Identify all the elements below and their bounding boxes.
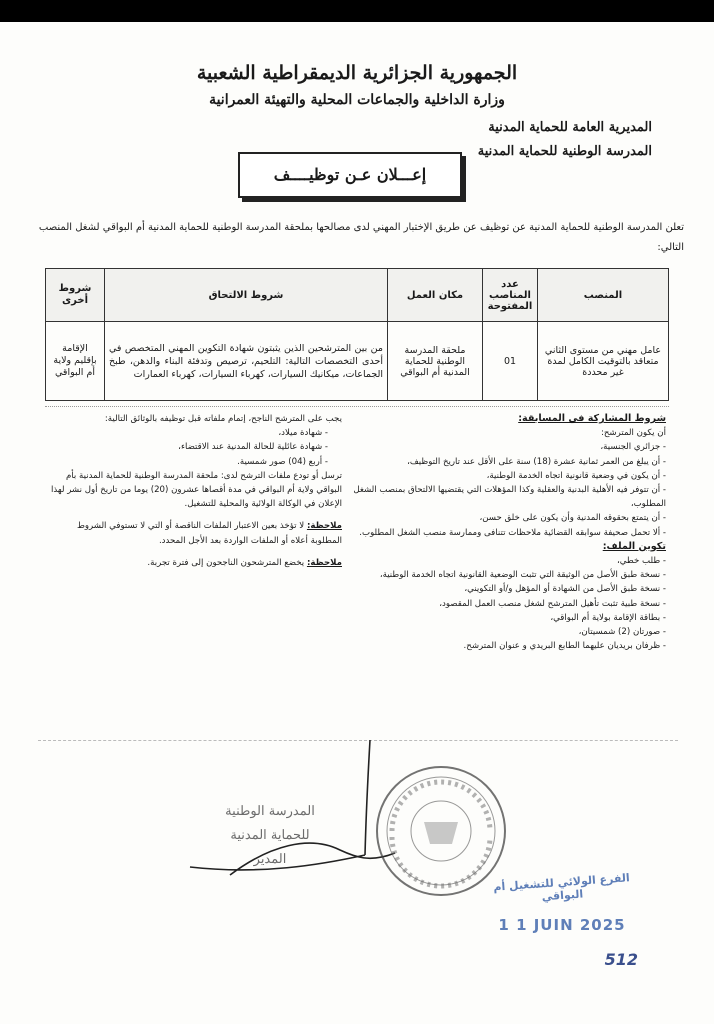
date-stamp [472,868,652,972]
republic-heading: الجمهورية الجزائرية الديمقراطية الشعبية [196,62,518,84]
requirements-column [346,412,666,653]
file-item: - نسخة طبق الأصل من الوثيقة التي تثبت الوضعية القانونية اتجاه الخدمة الوطنية، [379,570,666,581]
note-label: ملاحظة: [306,521,342,532]
header-position: المنصب [538,269,669,322]
success-doc-item: - أربع (04) صور شمسية. [237,456,328,467]
school-heading: المدرسة الوطنية للحماية المدنية [477,144,652,159]
success-doc-item: - شهادة عائلية للحالة المدنية عند الاقتضاء، [178,442,328,453]
table-header-row [46,269,669,322]
note-paragraph [50,556,342,570]
signature-line: المدرسة الوطنية [225,804,315,819]
submission-text: ترسل أو تودع ملفات الترشح لدى: ملحقة المدرسة الوطنية للحماية المدنية بأم البواقي ولاية أم البواقي في مدة أقصاها عشرون (20) يوما من تاريخ أول نشر لهذا الإعلان في الوكالة الولائية والمحلية للتشغيل. [50,470,342,510]
signature-line: للحماية المدنية [230,828,310,843]
participation-title: شروط المشاركة في المسابقة: [518,413,666,424]
jobs-table [45,268,669,401]
participation-item: - أن يبلغ من العمر ثمانية عشرة (18) سنة على الأقل عند تاريخ التوظيف، [407,456,666,467]
stamp-office-text: الفرع الولائي للتشغيل أم البواقي [492,871,631,904]
participation-item: - أن يكون في وضعية قانونية اتجاه الخدمة الوطنية، [486,470,666,481]
participation-item: - جزائري الجنسية، [600,442,666,453]
ministry-heading: وزارة الداخلية والجماعات المحلية والتهيئة العمرانية [209,92,505,108]
participation-item: - ألا تحمل صحيفة سوابقه القضائية ملاحظات تتنافى وممارسة منصب الشغل المطلوب. [359,527,666,538]
stamp-number: 512 [604,950,638,969]
header-conditions: شروط الالتحاق [105,269,388,322]
file-item: - طلب خطي، [617,556,666,567]
file-item: - صورتان (2) شمسيتان، [578,627,666,638]
intro-paragraph: تعلن المدرسة الوطنية للحماية المدنية عن توظيف عن طريق الإختبار المهني لدى مصالحها بملحقة المدرسة الوطنية للحماية المدنية أم البواقي لشغل المنصب التالي: [38,222,684,253]
top-black-bar [0,0,714,22]
participation-item: - أن يتمتع بحقوقه المدنية وأن يكون على خلق حسن، [479,513,666,524]
note-text: يخضع المترشحون الناجحون إلى فترة تجربة. [147,557,305,568]
note-paragraph [50,519,342,547]
cell-place: ملحقة المدرسة الوطنية للحماية المدنية أم البواقي [388,322,483,401]
cell-conditions: من بين المترشحين الذين يثبتون شهادة التكوين المهني المتخصص في أحدى التخصصات التالية: التلحيم، ترصيص وتدفئة البناء والدهن، طبخ الجماعات، ميكانيك السيارات، كهرباء السيارات، كهرباء العمارات [105,322,388,401]
file-title: تكوين الملف: [602,540,666,552]
file-item: - نسخة طبق الأصل من الشهادة أو المؤهل و/أو التكويني، [464,584,666,595]
cell-count: 01 [483,322,538,401]
header-count: عدد المناصب المفتوحة [483,269,538,322]
cell-other: الإقامة بإقليم ولاية أم البواقي [46,322,105,401]
file-item: - ظرفان بريديان عليهما الطابع البريدي و عنوان المترشح. [463,641,666,652]
participation-item: - أن تتوفر فيه الأهلية البدنية والعقلية وكذا المؤهلات التي يقتضيها الالتحاق بمنصب الشغل المطلوب، [353,485,666,510]
section-divider [45,406,669,407]
header-other: شروط أخرى [46,269,105,322]
success-docs-intro: يجب على المترشح الناجح، إتمام ملفاته قبل توظيفه بالوثائق التالية: [104,414,342,424]
directorate-heading: المديرية العامة للحماية المدنية [488,120,652,135]
note-text: لا تؤخذ بعين الاعتبار الملفات الناقصة أو التي لا تستوفي الشروط المطلوبة أعلاه أو الملفات الواردة بعد الأجل المحدد. [76,521,342,546]
announcement-title: إعـــلان عـن توظيــــف [238,152,462,198]
cell-position: عامل مهني من مستوى الثاني متعاقد بالتوقيت الكامل لمدة غير محددة [538,322,669,401]
file-item: - نسخة طبية تثبت تأهيل المترشح لشغل منصب العمل المقصود، [439,598,666,609]
submission-column [50,412,342,570]
header-place: مكان العمل [388,269,483,322]
signature-line: المدير [253,852,287,867]
success-doc-item: - شهادة ميلاد، [278,428,328,439]
stamp-date: 1 1 JUIN 2025 [498,916,626,934]
note-label: ملاحظة: [306,557,342,568]
table-row [46,322,669,401]
participation-item: أن يكون المترشح: [600,428,666,439]
file-item: - بطاقة الإقامة بولاية أم البواقي، [550,612,666,623]
